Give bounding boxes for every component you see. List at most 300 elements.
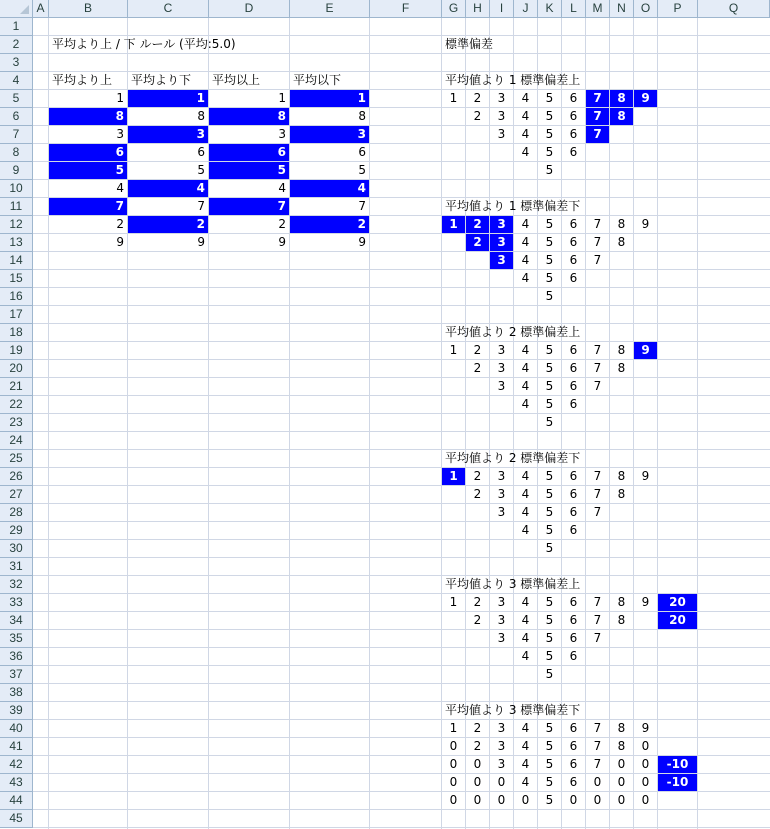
value-cell-d13[interactable]: 9 (278, 235, 286, 249)
value-cell-m5[interactable]: 7 (593, 91, 602, 105)
row-header-17[interactable]: 17 (0, 306, 33, 324)
value-cell-o26[interactable]: 9 (641, 469, 650, 483)
row-header-6[interactable]: 6 (0, 108, 33, 126)
value-cell-j41[interactable]: 4 (521, 739, 530, 753)
value-cell-n43[interactable]: 0 (617, 775, 626, 789)
value-cell-j19[interactable]: 4 (521, 343, 530, 357)
value-cell-k26[interactable]: 5 (545, 469, 554, 483)
value-cell-i42[interactable]: 3 (497, 757, 506, 771)
value-cell-h42[interactable]: 0 (473, 757, 482, 771)
row-header-38[interactable]: 38 (0, 684, 33, 702)
value-cell-o44[interactable]: 0 (641, 793, 650, 807)
value-cell-b7[interactable]: 3 (116, 127, 124, 141)
row-header-29[interactable]: 29 (0, 522, 33, 540)
value-cell-j6[interactable]: 4 (521, 109, 530, 123)
value-cell-k14[interactable]: 5 (545, 253, 554, 267)
value-cell-p34[interactable]: 20 (669, 613, 686, 627)
value-cell-n13[interactable]: 8 (617, 235, 626, 249)
value-cell-e12[interactable]: 2 (357, 217, 366, 231)
column-header-m[interactable]: M (586, 0, 610, 18)
value-cell-m6[interactable]: 7 (593, 109, 602, 123)
row-header-40[interactable]: 40 (0, 720, 33, 738)
column-header-l[interactable]: L (562, 0, 586, 18)
value-cell-l5[interactable]: 6 (569, 91, 578, 105)
value-cell-h40[interactable]: 2 (473, 721, 482, 735)
value-cell-g44[interactable]: 0 (449, 793, 458, 807)
value-cell-i44[interactable]: 0 (497, 793, 506, 807)
value-cell-d6[interactable]: 8 (277, 109, 286, 123)
value-cell-k28[interactable]: 5 (545, 505, 554, 519)
value-cell-n6[interactable]: 8 (617, 109, 626, 123)
value-cell-j36[interactable]: 4 (521, 649, 530, 663)
value-cell-k23[interactable]: 5 (545, 415, 554, 429)
value-cell-e11[interactable]: 7 (358, 199, 366, 213)
value-cell-c6[interactable]: 8 (197, 109, 205, 123)
row-gridline (33, 305, 770, 306)
value-cell-m14[interactable]: 7 (593, 253, 602, 267)
value-cell-l12[interactable]: 6 (569, 217, 578, 231)
row-header-42[interactable]: 42 (0, 756, 33, 774)
value-cell-i41[interactable]: 3 (497, 739, 506, 753)
value-cell-n27[interactable]: 8 (617, 487, 626, 501)
value-cell-i19[interactable]: 3 (497, 343, 506, 357)
value-cell-i27[interactable]: 3 (497, 487, 506, 501)
row-header-12[interactable]: 12 (0, 216, 33, 234)
value-cell-e8[interactable]: 6 (358, 145, 366, 159)
value-cell-m26[interactable]: 7 (593, 469, 602, 483)
value-cell-l35[interactable]: 6 (569, 631, 578, 645)
column-header-o[interactable]: O (634, 0, 658, 18)
column-header-h[interactable]: H (466, 0, 490, 18)
value-cell-d10[interactable]: 4 (278, 181, 286, 195)
value-cell-g26[interactable]: 1 (449, 469, 458, 483)
value-cell-n5[interactable]: 8 (617, 91, 626, 105)
row-header-26[interactable]: 26 (0, 468, 33, 486)
value-cell-i12[interactable]: 3 (497, 217, 506, 231)
value-cell-l13[interactable]: 6 (569, 235, 578, 249)
value-cell-i13[interactable]: 3 (497, 235, 506, 249)
value-cell-m44[interactable]: 0 (593, 793, 602, 807)
value-cell-g33[interactable]: 1 (449, 595, 458, 609)
row-header-34[interactable]: 34 (0, 612, 33, 630)
value-cell-e5[interactable]: 1 (357, 91, 366, 105)
value-cell-e7[interactable]: 3 (357, 127, 366, 141)
row-header-4[interactable]: 4 (0, 72, 33, 90)
value-cell-k16[interactable]: 5 (545, 289, 554, 303)
value-cell-n20[interactable]: 8 (617, 361, 626, 375)
value-cell-l41[interactable]: 6 (569, 739, 578, 753)
value-cell-m42[interactable]: 7 (593, 757, 602, 771)
value-cell-b5[interactable]: 1 (116, 91, 124, 105)
value-cell-i26[interactable]: 3 (497, 469, 506, 483)
value-cell-k21[interactable]: 5 (545, 379, 554, 393)
value-cell-i14[interactable]: 3 (497, 253, 506, 267)
row-header-3[interactable]: 3 (0, 54, 33, 72)
value-cell-l19[interactable]: 6 (569, 343, 578, 357)
value-cell-i6[interactable]: 3 (497, 109, 506, 123)
value-cell-k41[interactable]: 5 (545, 739, 554, 753)
row-gridline (33, 737, 770, 738)
value-cell-l33[interactable]: 6 (569, 595, 578, 609)
value-cell-i5[interactable]: 3 (497, 91, 506, 105)
value-cell-j29[interactable]: 4 (521, 523, 530, 537)
value-cell-d8[interactable]: 6 (277, 145, 286, 159)
value-cell-b12[interactable]: 2 (116, 217, 124, 231)
row-header-43[interactable]: 43 (0, 774, 33, 792)
value-cell-l15[interactable]: 6 (569, 271, 578, 285)
row-gridline (33, 701, 770, 702)
value-cell-i35[interactable]: 3 (497, 631, 506, 645)
value-cell-k44[interactable]: 5 (545, 793, 554, 807)
value-cell-g12[interactable]: 1 (449, 217, 458, 231)
value-cell-k13[interactable]: 5 (545, 235, 554, 249)
row-header-24[interactable]: 24 (0, 432, 33, 450)
value-cell-j43[interactable]: 4 (521, 775, 530, 789)
column-header-n[interactable]: N (610, 0, 634, 18)
value-cell-p42[interactable]: -10 (666, 757, 689, 771)
value-cell-k34[interactable]: 5 (545, 613, 554, 627)
value-cell-c5[interactable]: 1 (196, 91, 205, 105)
value-cell-j20[interactable]: 4 (521, 361, 530, 375)
value-cell-k29[interactable]: 5 (545, 523, 554, 537)
row-header-18[interactable]: 18 (0, 324, 33, 342)
value-cell-d5[interactable]: 1 (278, 91, 286, 105)
column-header-g[interactable]: G (442, 0, 466, 18)
value-cell-o43[interactable]: 0 (641, 775, 650, 789)
row-gridline (33, 449, 770, 450)
row-header-45[interactable]: 45 (0, 810, 33, 828)
row-header-2[interactable]: 2 (0, 36, 33, 54)
label-cell-g4[interactable]: 平均値より 1 標準偏差上 (445, 73, 581, 87)
value-cell-o33[interactable]: 9 (641, 595, 650, 609)
value-cell-b6[interactable]: 8 (115, 109, 124, 123)
value-cell-b10[interactable]: 4 (116, 181, 124, 195)
value-cell-l7[interactable]: 6 (569, 127, 578, 141)
value-cell-e13[interactable]: 9 (358, 235, 366, 249)
value-cell-g42[interactable]: 0 (449, 757, 458, 771)
value-cell-j27[interactable]: 4 (521, 487, 530, 501)
value-cell-l36[interactable]: 6 (569, 649, 578, 663)
value-cell-h6[interactable]: 2 (473, 109, 482, 123)
row-header-1[interactable]: 1 (0, 18, 33, 36)
value-cell-j7[interactable]: 4 (521, 127, 530, 141)
column-header-f[interactable]: F (370, 0, 442, 18)
row-header-28[interactable]: 28 (0, 504, 33, 522)
value-cell-j40[interactable]: 4 (521, 721, 530, 735)
row-gridline (33, 557, 770, 558)
value-cell-n12[interactable]: 8 (617, 217, 626, 231)
value-cell-c9[interactable]: 5 (197, 163, 205, 177)
value-cell-j35[interactable]: 4 (521, 631, 530, 645)
row-header-21[interactable]: 21 (0, 378, 33, 396)
value-cell-j34[interactable]: 4 (521, 613, 530, 627)
column-header-b[interactable]: B (49, 0, 128, 18)
value-cell-l14[interactable]: 6 (569, 253, 578, 267)
value-cell-k5[interactable]: 5 (545, 91, 554, 105)
value-cell-n42[interactable]: 0 (617, 757, 626, 771)
value-cell-g43[interactable]: 0 (449, 775, 458, 789)
value-cell-d11[interactable]: 7 (277, 199, 286, 213)
value-cell-i28[interactable]: 3 (497, 505, 506, 519)
value-cell-k36[interactable]: 5 (545, 649, 554, 663)
value-cell-k20[interactable]: 5 (545, 361, 554, 375)
value-cell-h20[interactable]: 2 (473, 361, 482, 375)
value-cell-k40[interactable]: 5 (545, 721, 554, 735)
value-cell-m27[interactable]: 7 (593, 487, 602, 501)
value-cell-l28[interactable]: 6 (569, 505, 578, 519)
value-cell-h26[interactable]: 2 (473, 469, 482, 483)
value-cell-h44[interactable]: 0 (473, 793, 482, 807)
value-cell-e6[interactable]: 8 (358, 109, 366, 123)
value-cell-l40[interactable]: 6 (569, 721, 578, 735)
row-header-32[interactable]: 32 (0, 576, 33, 594)
column-header-p[interactable]: P (658, 0, 698, 18)
value-cell-j42[interactable]: 4 (521, 757, 530, 771)
value-cell-c10[interactable]: 4 (196, 181, 205, 195)
column-header-d[interactable]: D (209, 0, 290, 18)
value-cell-b8[interactable]: 6 (115, 145, 124, 159)
value-cell-m28[interactable]: 7 (593, 505, 602, 519)
value-cell-k42[interactable]: 5 (545, 757, 554, 771)
value-cell-l42[interactable]: 6 (569, 757, 578, 771)
row-header-25[interactable]: 25 (0, 450, 33, 468)
column-header-a[interactable]: A (33, 0, 49, 18)
value-cell-j5[interactable]: 4 (521, 91, 530, 105)
column-header-q[interactable]: Q (698, 0, 770, 18)
value-cell-h43[interactable]: 0 (473, 775, 482, 789)
label-cell-b2[interactable]: 平均より上 / 下 ルール (平均:5.0) (52, 37, 236, 51)
label-cell-g18[interactable]: 平均値より 2 標準偏差上 (445, 325, 581, 339)
row-gridline (33, 467, 770, 468)
value-cell-m41[interactable]: 7 (593, 739, 602, 753)
value-cell-l22[interactable]: 6 (569, 397, 578, 411)
value-cell-m20[interactable]: 7 (593, 361, 602, 375)
row-header-13[interactable]: 13 (0, 234, 33, 252)
value-cell-k37[interactable]: 5 (545, 667, 554, 681)
value-cell-j15[interactable]: 4 (521, 271, 530, 285)
value-cell-k27[interactable]: 5 (545, 487, 554, 501)
select-all-icon (20, 5, 29, 14)
value-cell-i21[interactable]: 3 (497, 379, 506, 393)
value-cell-h34[interactable]: 2 (473, 613, 482, 627)
value-cell-o41[interactable]: 0 (641, 739, 650, 753)
value-cell-j8[interactable]: 4 (521, 145, 530, 159)
value-cell-h33[interactable]: 2 (473, 595, 482, 609)
row-header-14[interactable]: 14 (0, 252, 33, 270)
select-all-corner[interactable] (0, 0, 33, 18)
row-header-11[interactable]: 11 (0, 198, 33, 216)
row-header-10[interactable]: 10 (0, 180, 33, 198)
value-cell-m7[interactable]: 7 (593, 127, 602, 141)
value-cell-d9[interactable]: 5 (277, 163, 286, 177)
value-cell-l8[interactable]: 6 (569, 145, 578, 159)
value-cell-k12[interactable]: 5 (545, 217, 554, 231)
value-cell-k33[interactable]: 5 (545, 595, 554, 609)
row-header-20[interactable]: 20 (0, 360, 33, 378)
row-header-16[interactable]: 16 (0, 288, 33, 306)
row-gridline (33, 629, 770, 630)
row-header-35[interactable]: 35 (0, 630, 33, 648)
row-header-23[interactable]: 23 (0, 414, 33, 432)
value-cell-h19[interactable]: 2 (473, 343, 482, 357)
row-header-27[interactable]: 27 (0, 486, 33, 504)
column-header-k[interactable]: K (538, 0, 562, 18)
value-cell-j26[interactable]: 4 (521, 469, 530, 483)
row-gridline (33, 413, 770, 414)
value-cell-n40[interactable]: 8 (617, 721, 626, 735)
value-cell-m34[interactable]: 7 (593, 613, 602, 627)
value-cell-c11[interactable]: 7 (197, 199, 205, 213)
value-cell-o40[interactable]: 9 (641, 721, 650, 735)
value-cell-n41[interactable]: 8 (617, 739, 626, 753)
row-header-19[interactable]: 19 (0, 342, 33, 360)
value-cell-c13[interactable]: 9 (197, 235, 205, 249)
value-cell-l6[interactable]: 6 (569, 109, 578, 123)
value-cell-l29[interactable]: 6 (569, 523, 578, 537)
value-cell-l27[interactable]: 6 (569, 487, 578, 501)
column-header-c[interactable]: C (128, 0, 209, 18)
value-cell-l44[interactable]: 0 (569, 793, 578, 807)
value-cell-m13[interactable]: 7 (593, 235, 602, 249)
value-cell-i20[interactable]: 3 (497, 361, 506, 375)
value-cell-h12[interactable]: 2 (473, 217, 482, 231)
value-cell-m19[interactable]: 7 (593, 343, 602, 357)
label-cell-g39[interactable]: 平均値より 3 標準偏差下 (445, 703, 581, 717)
row-header-9[interactable]: 9 (0, 162, 33, 180)
value-cell-k35[interactable]: 5 (545, 631, 554, 645)
value-cell-n44[interactable]: 0 (617, 793, 626, 807)
value-cell-k43[interactable]: 5 (545, 775, 554, 789)
row-header-33[interactable]: 33 (0, 594, 33, 612)
value-cell-h41[interactable]: 2 (473, 739, 482, 753)
value-cell-n19[interactable]: 8 (617, 343, 626, 357)
value-cell-i40[interactable]: 3 (497, 721, 506, 735)
value-cell-n33[interactable]: 8 (617, 595, 626, 609)
value-cell-j44[interactable]: 0 (521, 793, 530, 807)
value-cell-g41[interactable]: 0 (449, 739, 458, 753)
value-cell-h5[interactable]: 2 (473, 91, 482, 105)
value-cell-o12[interactable]: 9 (641, 217, 650, 231)
value-cell-k6[interactable]: 5 (545, 109, 554, 123)
column-gridline (657, 18, 658, 829)
value-cell-b11[interactable]: 7 (115, 199, 124, 213)
row-gridline (33, 665, 770, 666)
value-cell-k9[interactable]: 5 (545, 163, 554, 177)
value-cell-g40[interactable]: 1 (449, 721, 458, 735)
value-cell-m21[interactable]: 7 (593, 379, 602, 393)
label-cell-g25[interactable]: 平均値より 2 標準偏差下 (445, 451, 581, 465)
value-cell-k15[interactable]: 5 (545, 271, 554, 285)
row-header-15[interactable]: 15 (0, 270, 33, 288)
value-cell-h27[interactable]: 2 (473, 487, 482, 501)
row-gridline (33, 539, 770, 540)
value-cell-k19[interactable]: 5 (545, 343, 554, 357)
value-cell-i43[interactable]: 0 (497, 775, 506, 789)
value-cell-k7[interactable]: 5 (545, 127, 554, 141)
row-header-37[interactable]: 37 (0, 666, 33, 684)
row-header-31[interactable]: 31 (0, 558, 33, 576)
value-cell-b9[interactable]: 5 (115, 163, 124, 177)
value-cell-j28[interactable]: 4 (521, 505, 530, 519)
value-cell-n26[interactable]: 8 (617, 469, 626, 483)
value-cell-o5[interactable]: 9 (641, 91, 650, 105)
row-header-5[interactable]: 5 (0, 90, 33, 108)
row-gridline (33, 647, 770, 648)
value-cell-m35[interactable]: 7 (593, 631, 602, 645)
value-cell-c7[interactable]: 3 (196, 127, 205, 141)
value-cell-d7[interactable]: 3 (278, 127, 286, 141)
row-header-36[interactable]: 36 (0, 648, 33, 666)
value-cell-m40[interactable]: 7 (593, 721, 602, 735)
row-header-41[interactable]: 41 (0, 738, 33, 756)
value-cell-k8[interactable]: 5 (545, 145, 554, 159)
value-cell-i7[interactable]: 3 (497, 127, 506, 141)
column-gridline (697, 18, 698, 829)
row-header-7[interactable]: 7 (0, 126, 33, 144)
value-cell-m33[interactable]: 7 (593, 595, 602, 609)
value-cell-p33[interactable]: 20 (669, 595, 686, 609)
value-cell-l21[interactable]: 6 (569, 379, 578, 393)
value-cell-d12[interactable]: 2 (278, 217, 286, 231)
row-gridline (33, 683, 770, 684)
label-cell-g2[interactable]: 標準偏差 (445, 37, 494, 51)
value-cell-j13[interactable]: 4 (521, 235, 530, 249)
value-cell-i33[interactable]: 3 (497, 595, 506, 609)
value-cell-p43[interactable]: -10 (666, 775, 689, 789)
value-cell-j33[interactable]: 4 (521, 595, 530, 609)
value-cell-c8[interactable]: 6 (197, 145, 205, 159)
value-cell-l26[interactable]: 6 (569, 469, 578, 483)
value-cell-g19[interactable]: 1 (449, 343, 458, 357)
value-cell-l20[interactable]: 6 (569, 361, 578, 375)
value-cell-j14[interactable]: 4 (521, 253, 530, 267)
row-header-44[interactable]: 44 (0, 792, 33, 810)
value-cell-j21[interactable]: 4 (521, 379, 530, 393)
value-cell-l34[interactable]: 6 (569, 613, 578, 627)
column-header-j[interactable]: J (514, 0, 538, 18)
value-cell-j12[interactable]: 4 (521, 217, 530, 231)
value-cell-e9[interactable]: 5 (358, 163, 366, 177)
value-cell-j22[interactable]: 4 (521, 397, 530, 411)
label-cell-c4[interactable]: 平均より下 (131, 73, 192, 87)
value-cell-k22[interactable]: 5 (545, 397, 554, 411)
label-cell-g11[interactable]: 平均値より 1 標準偏差下 (445, 199, 581, 213)
column-header-e[interactable]: E (290, 0, 370, 18)
value-cell-l43[interactable]: 6 (569, 775, 578, 789)
value-cell-m43[interactable]: 0 (593, 775, 602, 789)
value-cell-g5[interactable]: 1 (449, 91, 458, 105)
value-cell-o42[interactable]: 0 (641, 757, 650, 771)
value-cell-n34[interactable]: 8 (617, 613, 626, 627)
label-cell-b4[interactable]: 平均より上 (52, 73, 113, 87)
value-cell-m12[interactable]: 7 (593, 217, 602, 231)
column-header-i[interactable]: I (490, 0, 514, 18)
value-cell-e10[interactable]: 4 (357, 181, 366, 195)
row-header-8[interactable]: 8 (0, 144, 33, 162)
row-header-30[interactable]: 30 (0, 540, 33, 558)
row-header-39[interactable]: 39 (0, 702, 33, 720)
label-cell-d4[interactable]: 平均以上 (212, 73, 261, 87)
label-cell-e4[interactable]: 平均以下 (293, 73, 342, 87)
value-cell-k30[interactable]: 5 (545, 541, 554, 555)
value-cell-c12[interactable]: 2 (196, 217, 205, 231)
value-cell-h13[interactable]: 2 (473, 235, 482, 249)
value-cell-i34[interactable]: 3 (497, 613, 506, 627)
row-header-22[interactable]: 22 (0, 396, 33, 414)
value-cell-b13[interactable]: 9 (116, 235, 124, 249)
label-cell-g32[interactable]: 平均値より 3 標準偏差上 (445, 577, 581, 591)
value-cell-o19[interactable]: 9 (641, 343, 650, 357)
